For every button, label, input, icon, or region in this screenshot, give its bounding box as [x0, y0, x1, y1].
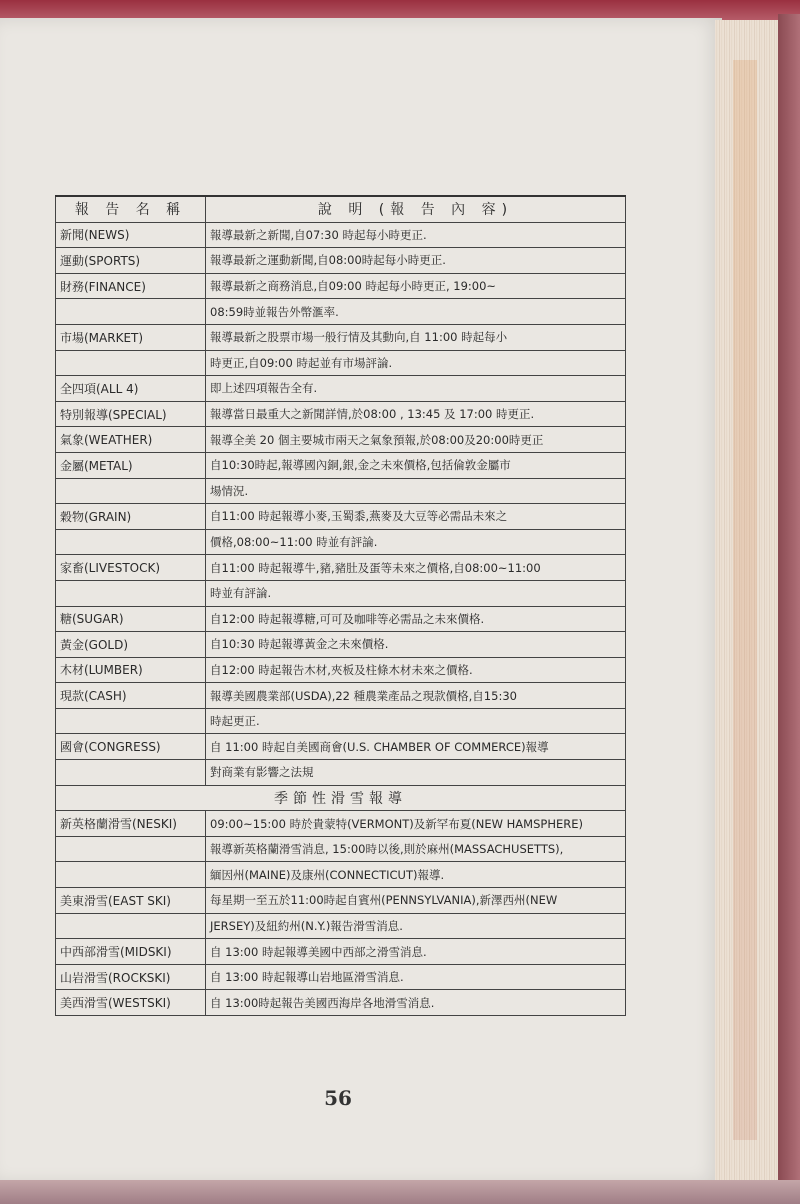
table-row — [56, 248, 626, 274]
page-number: 56 — [324, 1086, 352, 1110]
report-description-cell: 08:59時並報告外幣滙率. — [206, 299, 626, 325]
table-row — [56, 401, 626, 427]
report-name-cell: 黃金(GOLD) — [56, 632, 206, 658]
table-row — [56, 529, 626, 555]
table-row — [56, 606, 626, 632]
report-name-cell — [56, 708, 206, 734]
table-row — [56, 708, 626, 734]
report-description-cell: 場情況. — [206, 478, 626, 504]
report-description-cell: 報導最新之新聞,自07:30 時起每小時更正. — [206, 222, 626, 248]
table-row — [56, 760, 626, 786]
report-name-cell — [56, 580, 206, 606]
table-row — [56, 888, 626, 914]
table-row — [56, 427, 626, 453]
header-report-name: 報 告 名 稱 — [56, 196, 206, 222]
report-name-cell: 金屬(METAL) — [56, 452, 206, 478]
report-name-cell: 中西部滑雪(MIDSKI) — [56, 939, 206, 965]
report-description-cell: 自12:00 時起報告木材,夾板及柱條木材未來之價格. — [206, 657, 626, 683]
table-row — [56, 350, 626, 376]
report-name-cell — [56, 862, 206, 888]
report-description-cell: 即上述四項報告全有. — [206, 376, 626, 402]
report-description-cell: 緬因州(MAINE)及康州(CONNECTICUT)報導. — [206, 862, 626, 888]
book-cover-bottom — [0, 1180, 800, 1204]
report-name-cell — [56, 529, 206, 555]
report-description-cell: JERSEY)及紐約州(N.Y.)報告滑雪消息. — [206, 913, 626, 939]
table-row — [56, 734, 626, 760]
report-name-cell — [56, 350, 206, 376]
table-row — [56, 504, 626, 530]
report-description-cell: 報導全美 20 個主要城市兩天之氣象預報,於08:00及20:00時更正 — [206, 427, 626, 453]
report-description-cell: 自12:00 時起報導糖,可可及咖啡等必需品之未來價格. — [206, 606, 626, 632]
table-row — [56, 478, 626, 504]
book-page-edges — [715, 20, 785, 1180]
table-header-row — [56, 196, 626, 222]
report-table — [55, 195, 626, 1016]
report-name-cell — [56, 299, 206, 325]
report-description-cell: 時並有評論. — [206, 580, 626, 606]
report-description-cell: 時更正,自09:00 時起並有市場評論. — [206, 350, 626, 376]
report-name-cell: 國會(CONGRESS) — [56, 734, 206, 760]
report-description-cell: 自 13:00 時起報導山岩地區滑雪消息. — [206, 964, 626, 990]
report-description-cell: 自10:30時起,報導國內銅,銀,金之未來價格,包括倫敦金屬市 — [206, 452, 626, 478]
report-description-cell: 每星期一至五於11:00時起自賓州(PENNSYLVANIA),新澤西州(NEW — [206, 888, 626, 914]
table-row — [56, 580, 626, 606]
report-description-cell: 報導最新之運動新聞,自08:00時起每小時更正. — [206, 248, 626, 274]
report-name-cell: 財務(FINANCE) — [56, 273, 206, 299]
table-row — [56, 990, 626, 1016]
report-name-cell: 特別報導(SPECIAL) — [56, 401, 206, 427]
report-name-cell: 糖(SUGAR) — [56, 606, 206, 632]
report-name-cell: 新聞(NEWS) — [56, 222, 206, 248]
report-description-cell: 自 13:00時起報告美國西海岸各地滑雪消息. — [206, 990, 626, 1016]
report-description-cell: 報導最新之股票市場一般行情及其動向,自 11:00 時起每小 — [206, 324, 626, 350]
report-name-cell: 穀物(GRAIN) — [56, 504, 206, 530]
table-body — [56, 222, 626, 1015]
report-description-cell: 報導當日最重大之新聞詳情,於08:00 , 13:45 及 17:00 時更正. — [206, 401, 626, 427]
table-row — [56, 299, 626, 325]
report-description-cell: 自 11:00 時起自美國商會(U.S. CHAMBER OF COMMERCE)報導 — [206, 734, 626, 760]
table-row — [56, 324, 626, 350]
table-row — [56, 939, 626, 965]
report-description-cell: 報導最新之商務消息,自09:00 時起每小時更正, 19:00~ — [206, 273, 626, 299]
report-name-cell — [56, 478, 206, 504]
table-row — [56, 913, 626, 939]
report-description-cell: 自10:30 時起報導黃金之未來價格. — [206, 632, 626, 658]
report-name-cell — [56, 913, 206, 939]
section-title: 季節性滑雪報導 — [56, 785, 626, 811]
report-description-cell: 報導新英格蘭滑雪消息, 15:00時以後,則於麻州(MASSACHUSETTS), — [206, 836, 626, 862]
table-row — [56, 222, 626, 248]
report-name-cell: 美西滑雪(WESTSKI) — [56, 990, 206, 1016]
table-row — [56, 683, 626, 709]
report-description-cell: 價格,08:00~11:00 時並有評論. — [206, 529, 626, 555]
report-description-cell: 自11:00 時起報導牛,豬,豬肚及蛋等未來之價格,自08:00~11:00 — [206, 555, 626, 581]
report-name-cell: 運動(SPORTS) — [56, 248, 206, 274]
report-name-cell: 新英格蘭滑雪(NESKI) — [56, 811, 206, 837]
report-description-cell: 自11:00 時起報導小麥,玉蜀黍,燕麥及大豆等必需品未來之 — [206, 504, 626, 530]
table-row — [56, 657, 626, 683]
table-row — [56, 785, 626, 811]
report-name-cell: 家畜(LIVESTOCK) — [56, 555, 206, 581]
report-name-cell: 木材(LUMBER) — [56, 657, 206, 683]
header-description: 說 明 (報 告 內 容) — [206, 196, 626, 222]
report-description-cell: 09:00~15:00 時於貴蒙特(VERMONT)及新罕布夏(NEW HAMSPHERE) — [206, 811, 626, 837]
table-row — [56, 376, 626, 402]
report-name-cell: 全四項(ALL 4) — [56, 376, 206, 402]
report-name-cell: 山岩滑雪(ROCKSKI) — [56, 964, 206, 990]
table-row — [56, 811, 626, 837]
table-row — [56, 632, 626, 658]
table-row — [56, 555, 626, 581]
table-row — [56, 452, 626, 478]
report-description-cell: 對商業有影響之法規 — [206, 760, 626, 786]
report-name-cell — [56, 836, 206, 862]
report-description-cell: 自 13:00 時起報導美國中西部之滑雪消息. — [206, 939, 626, 965]
report-name-cell: 氣象(WEATHER) — [56, 427, 206, 453]
table-row — [56, 964, 626, 990]
report-name-cell — [56, 760, 206, 786]
report-name-cell: 現款(CASH) — [56, 683, 206, 709]
report-description-cell: 時起更正. — [206, 708, 626, 734]
table-row — [56, 273, 626, 299]
report-description-cell: 報導美國農業部(USDA),22 種農業產品之現款價格,自15:30 — [206, 683, 626, 709]
table-row — [56, 862, 626, 888]
table-row — [56, 836, 626, 862]
book-cover-edge — [778, 14, 800, 1184]
report-name-cell: 市場(MARKET) — [56, 324, 206, 350]
report-name-cell: 美東滑雪(EAST SKI) — [56, 888, 206, 914]
